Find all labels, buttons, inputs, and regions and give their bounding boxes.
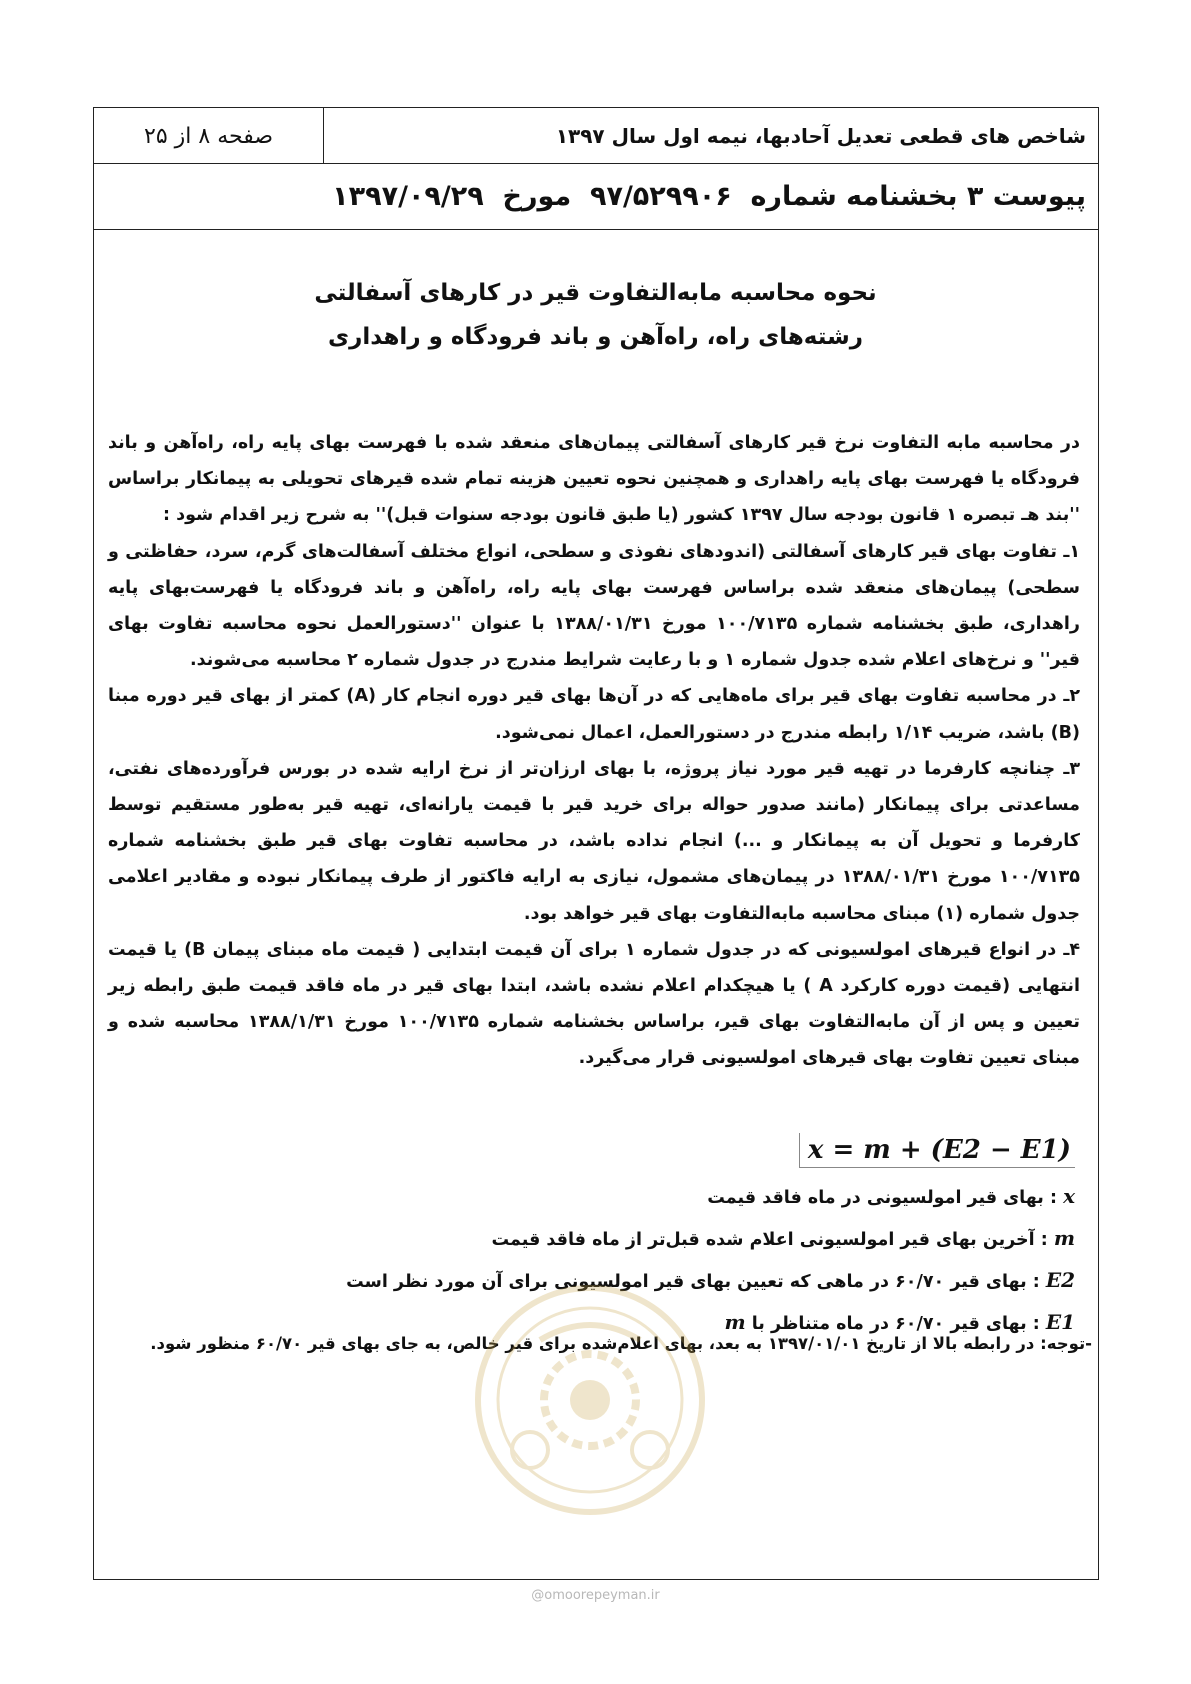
variable-symbol: m: [724, 1310, 746, 1334]
clause-4: ۴ـ در انواع قیرهای امولسیونی که در جدول شماره ۱ برای آن قیمت ابتدایی ( قیمت ماه مبنای پیمان B) یا قیمت انتهایی (قیمت دوره کارکرد A ) یا هیچکدام اعلام نشده باشد، ابتدا بهای قیر در ماه فاقد قیمت طبق رابطه زیر تعیین و پس از آن مابه‌التفاوت بهای قیر، براساس بخشنامه شماره ۱۰۰/۷۱۳۵ مورخ ۱۳۸۸/۱/۳۱ محاسبه شده و مبنای تعیین تفاوت بهای قیرهای امولسیونی قرار می‌گیرد.: [108, 939, 1081, 1069]
variable-definitions: [346, 1176, 1075, 1344]
clause-2: ۲ـ در محاسبه تفاوت بهای قیر برای ماه‌هایی که در آن‌ها بهای قیر دوره انجام کار (A) کمتر از بهای قیر دوره مبنا (B) باشد، ضریب ۱/۱۴ رابطه مندرج در دستورالعمل، اعمال نمی‌شود.: [108, 686, 1080, 743]
section-title-line1: نحوه محاسبه مابه‌التفاوت قیر در کارهای آسفالتی: [314, 280, 877, 306]
website-watermark: @omoorepeyman.ir: [531, 1588, 660, 1603]
definition-text: : بهای قیر ۶۰/۷۰ در ماه متناظر با: [751, 1314, 1040, 1334]
variable-symbol: E2: [1045, 1268, 1075, 1292]
definition-text: : بهای قیر ۶۰/۷۰ در ماهی که تعیین بهای قیر امولسیونی برای آن مورد نظر است: [346, 1272, 1040, 1292]
body-text: [108, 425, 1080, 1077]
note-text: -توجه: در رابطه بالا از تاریخ ۱۳۹۷/۰۱/۰۱ به بعد، بهای اعلام‌شده برای قیر خالص، به جای بهای قیر ۶۰/۷۰ منظور شود.: [150, 1334, 1092, 1353]
clause-3: ۳ـ چنانچه کارفرما در تهیه قیر مورد نیاز پروژه، با بهای ارزان‌تر از نرخ ارایه شده در بورس فرآورده‌های نفتی، مساعدتی برای پیمانکار (مانند صدور حواله برای خرید قیر با قیمت یارانه‌ای، تهیه قیر به‌طور مستقیم توسط کارفرما و تحویل آن به پیمانکار و ...) انجام نداده باشد، در محاسبه تفاوت بهای قیر طبق بخشنامه شماره ۱۰۰/۷۱۳۵ مورخ ۱۳۸۸/۰۱/۳۱ در پیمان‌های مشمول، نیازی به ارایه فاکتور از طرف پیمانکار نبوده و مقادیر اعلامی جدول شماره (۱) مبنای محاسبه مابه‌التفاوت بهای قیر خواهد بود.: [108, 758, 1080, 924]
watermark-seal-icon: [470, 1280, 710, 1520]
document-title: شاخص های قطعی تعدیل آحادبها، نیمه اول سال ۱۳۹۷: [555, 124, 1086, 148]
clause-1: ۱ـ تفاوت بهای قیر کارهای آسفالتی (اندودهای نفوذی و سطحی، انواع مختلف آسفالت‌های گرم، سرد، حفاظتی و سطحی) پیمان‌های منعقد شده براساس فهرست بهای پایه راه، راه‌آهن و باند فرودگاه یا فهرست‌بهای پایه راهداری، طبق بخشنامه شماره ۱۰۰/۷۱۳۵ مورخ ۱۳۸۸/۰۱/۳۱ با عنوان ''دستورالعمل نحوه محاسبه تفاوت بهای قیر'' و نرخ‌های اعلام شده جدول شماره ۱ و با رعایت شرایط مندرج در جدول شماره ۲ محاسبه می‌شوند.: [108, 541, 1080, 671]
variable-symbol: x: [1063, 1184, 1075, 1208]
variable-symbol: E1: [1045, 1310, 1075, 1334]
page-indicator: صفحه ۸ از ۲۵: [94, 108, 324, 164]
intro-paragraph: در محاسبه مابه التفاوت نرخ قیر کارهای آسفالتی پیمان‌های منعقد شده با فهرست بهای پایه راه، راه‌آهن و باند فرودگاه یا فهرست بهای پایه راهداری و همچنین نحوه تعیین هزینه تمام شده قیرهای تحویلی به پیمانکار براساس ''بند هـ تبصره ۱ قانون بودجه سال ۱۳۹۷ کشور (یا طبق قانون بودجه سنوات قبل)'' به شرح زیر اقدام شود :: [108, 433, 1080, 526]
header-row: [94, 108, 1098, 164]
variable-symbol: m: [1053, 1226, 1075, 1250]
formula: [799, 1133, 1075, 1168]
formula-text: x = m + (E2 − E1): [807, 1135, 1071, 1165]
definition-e2: [346, 1260, 1075, 1302]
definition-text: : بهای قیر امولسیونی در ماه فاقد قیمت: [707, 1188, 1057, 1208]
definition-text: : آخرین بهای قیر امولسیونی اعلام شده قبل‌تر از ماه فاقد قیمت: [491, 1230, 1048, 1250]
definition-m: [346, 1218, 1075, 1260]
section-title-line2: رشته‌های راه، راه‌آهن و باند فرودگاه و راهداری: [328, 324, 863, 350]
annex-header: [94, 164, 1098, 230]
annex-title: پیوست ۳ بخشنامه شماره ۹۷/۵۲۹۹۰۶ مورخ ۱۳۹۷/۰۹/۲۹: [332, 181, 1086, 212]
definition-x: [346, 1176, 1075, 1218]
